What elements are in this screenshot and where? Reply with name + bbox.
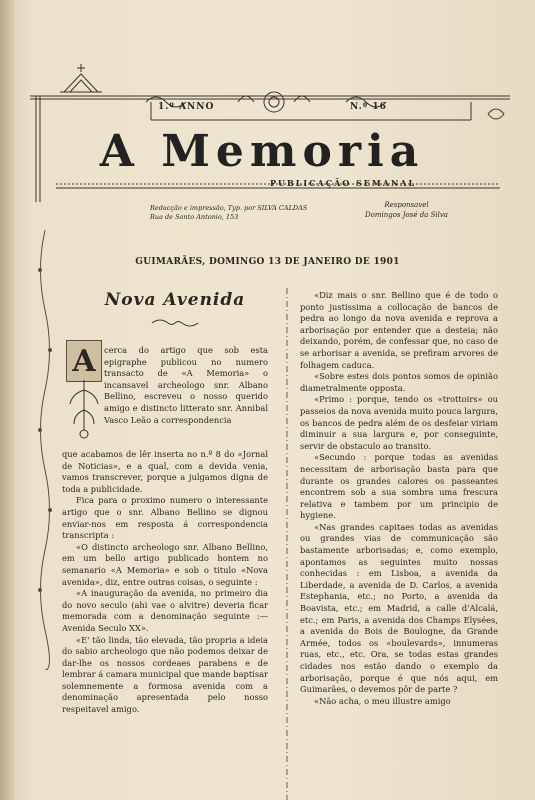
director-label: Responsavel [384, 201, 429, 209]
imprint-info [150, 204, 307, 222]
vine-ornament-icon [34, 230, 56, 670]
left-column [62, 449, 268, 716]
title-flourish-icon [150, 318, 200, 328]
article-paragraph: Fica para o proximo numero o interessante artigo que o snr. Albano Bellino se dignou enviar-nos em resposta á correspondencia transcripta : [62, 495, 268, 541]
article-paragraph: «Sobre estes dois pontos somos de opinião diametralmente opposta. [300, 371, 498, 393]
article-paragraph: «Primo : porque, tendo os «trottoirs» ou passeios da nova avenida muito pouca largura, os bancos de pedra além de os desfeiar viriam diminuir a sua largura e, por conseguinte, servir de obstaculo ao transito. [300, 394, 498, 451]
article-paragraph: «Não acha, o meu illustre amigo [314, 695, 451, 706]
newspaper-subtitle: PUBLICAÇÃO SEMANAL [270, 178, 417, 188]
dropcap-ornament-icon [64, 380, 104, 440]
imprint-line-1: Redacção e impressão, Typ. por SILVA CALDAS [150, 204, 308, 212]
year-label: 1.º ANNO [158, 102, 215, 112]
crown-ornament-icon [58, 62, 104, 96]
article-paragraph: «A inauguração da avenida, no primeiro dia do novo seculo (ahi vae o alvitre) deveria ficar memorada com a denominação seguinte :—Avenida Seculo XX». [62, 588, 268, 633]
director-name: Domingos José da Silva [365, 211, 448, 219]
article-lead [104, 345, 268, 426]
director-info [365, 200, 448, 220]
article-paragraph: «O distincto archeologo snr. Albano Bellino, em um bello artigo publicado hontem no semanario «A Memoria» e sob o titulo «Nova avenida», diz, entre outras coisas, o seguinte : [62, 541, 268, 587]
imprint-line-2: Rua de Santo Antonio, 153 [150, 213, 239, 221]
newspaper-title: A Memoria [99, 126, 425, 177]
article-paragraph: que acabamos de lêr inserta no n.º 8 do «Jornal de Noticias», e a qual, com a devida venia, vamos transcrever, porque a julgamos digna de toda a publicidade. [62, 449, 268, 494]
column-divider [283, 288, 291, 800]
lead-paragraph: cerca do artigo que sob esta epigraphe publicou no numero transacto de «A Memoria» o incansavel archeologo snr. Albano Bellino, escreveu o nosso querido amigo e distincto litterato snr. Annibal Vasco Leão a correspondencia [104, 345, 268, 425]
page-binding [0, 0, 14, 800]
dropcap: A [66, 340, 102, 382]
article-paragraph: «E' tão linda, tão elevada, tão propria a ideia do sabio archeologo que não podemos deixar de dar-lhe os nossos cordeaes parabens e de lembrar á camara municipal que mande baptisar solemnemente a formosa avenida com a denominação apresentada pelo nosso respeitavel amigo. [62, 634, 268, 715]
article-paragraph: «Diz mais o snr. Bellino que é de todo o ponto justissima a collocação de bancos de pedra ao longo da nova avenida e reprova a arborisação por entender que a desteia; não deixando, porém, de confessar que, no caso de se arborisar a avenida, se prefiram arvores de folhagem caduca. [300, 290, 498, 370]
issue-line [150, 100, 450, 118]
dateline: GUIMARÃES, DOMINGO 13 DE JANEIRO DE 1901 [135, 257, 400, 267]
article-paragraph: «Secundo : porque todas as avenidas necessitam de arborisação basta para que durante os grandes calores os passeantes encontrem sob a sua sombra uma frescura relativa e tambem por um principio de hygiene. [300, 452, 498, 521]
issue-number: N.º 16 [350, 102, 387, 112]
article-paragraph: «Nas grandes capitaes todas as avenidas ou grandes vias de communicação são bastamente arborisadas; e, como exemplo, apontamos as seguintes muito nossas conhecidas : em Lisboa, a avenida da Liberdade, a avenida de D. Carlos, a avenida Estephania, etc.; no Porto, a avenida da Boavista, etc.; em Madrid, a calle d'Alcalá, etc.; em Paris, a avenida dos Champs Elysées, a avenida do Bois de Boulogne, da Grande Armée, todos os «boulevards», innumeras ruas, etc., etc. Ora, se todas estas grandes cidades nos estão dando o exemplo da arborisação, porque é que nós aqui, em Guimarães, o devemos pôr de parte ? [300, 521, 498, 695]
right-column [300, 290, 498, 707]
article-title: Nova Avenida [104, 290, 246, 310]
